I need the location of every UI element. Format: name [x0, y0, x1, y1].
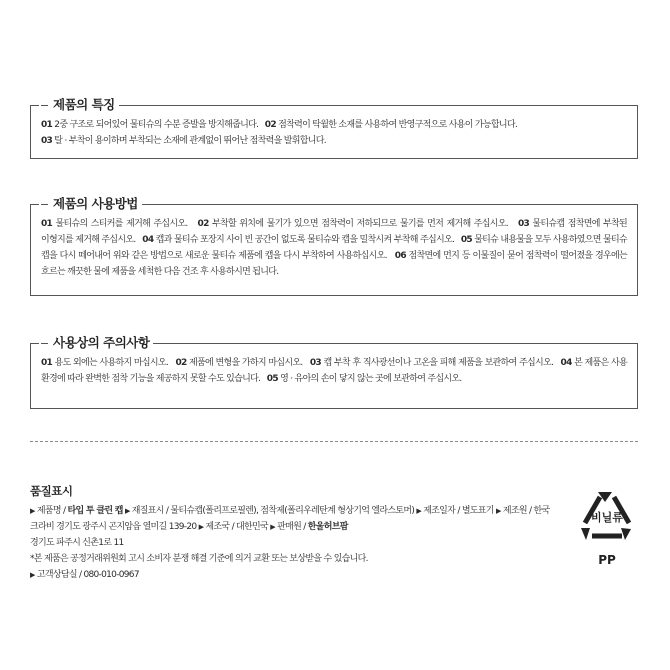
usage-num-6: 06 [394, 251, 406, 261]
seller-name: 한울허브팜 [307, 522, 348, 532]
contact-text: 고객상담실 / 080-010-0967 [36, 570, 139, 580]
caution-num-2: 02 [175, 358, 187, 368]
caution-num-5: 05 [266, 374, 278, 384]
bullet-arrow-icon: ▶ [124, 507, 130, 515]
caution-num-3: 03 [309, 358, 321, 368]
recycle-label: 비닐류 [591, 511, 623, 524]
bullet-arrow-icon: ▶ [30, 571, 35, 579]
caution-text-4: 본 제품은 사용 환경에 따라 완벽한 점착 기능을 제공하지 못할 수도 있습니다. [41, 358, 627, 384]
usage-title-wrap [39, 194, 142, 214]
bullet-arrow-icon: ▶ [495, 507, 501, 515]
title-dash [41, 105, 48, 106]
usage-text-3: 물티슈캡 점착면에 부착된 이형지를 제거해 주십시오. [41, 219, 628, 245]
features-title-wrap [39, 95, 119, 115]
caution-item-2 [175, 358, 302, 368]
feature-num-3: 03 [41, 136, 53, 146]
feature-item-3 [41, 136, 326, 146]
usage-text-4: 캡과 물티슈 포장지 사이 빈 공간이 없도록 물티슈와 캡을 밀착시켜 부착해 주십시오. [155, 235, 455, 245]
quality-section [30, 483, 550, 583]
usage-body [31, 205, 637, 288]
usage-text-5: 물티슈 내용물을 모두 사용하였으면 물티슈 캡을 다시 떼어내어 위와 같은 방법으로 새로운 물티슈 제품에 캡을 다시 부착하여 사용하십시오. [41, 235, 628, 261]
country-text: 제조국 / 대한민국 [205, 522, 269, 532]
usage-item-4 [142, 235, 454, 245]
title-dash [41, 204, 48, 205]
features-title: 제품의 특징 [53, 97, 115, 112]
usage-text-6: 점착면에 먼지 등 이물질이 묻어 점착력이 떨어졌을 경우에는 흐르는 깨끗한 물에 제품을 세척한 다음 건조 후 사용하시면 됩니다. [41, 251, 627, 277]
usage-item-1 [41, 219, 188, 229]
usage-num-5: 05 [460, 235, 472, 245]
cautions-title-wrap [39, 333, 153, 353]
caution-text-3: 캡 부착 후 직사광선이나 고온을 피해 제품을 보관하여 주십시오. [323, 358, 554, 368]
recycle-triangle-icon [578, 488, 636, 546]
features-body [31, 106, 637, 157]
usage-num-1: 01 [41, 219, 53, 229]
caution-item-5 [267, 374, 462, 384]
quality-line-product [30, 503, 550, 551]
bullet-arrow-icon: ▶ [198, 523, 204, 531]
cautions-section [30, 335, 638, 409]
quality-notice: *본 제품은 공정거래위원회 고시 소비자 분쟁 해결 기준에 의거 교환 또는 보상받을 수 있습니다. [30, 554, 368, 564]
caution-text-2: 제품에 변형을 가하지 마십시오. [189, 358, 303, 368]
product-label: 제품명 / [36, 506, 68, 516]
feature-num-2: 02 [264, 120, 276, 130]
product-name: 타입 투 클린 캡 [67, 506, 123, 516]
caution-text-1: 용도 외에는 사용하지 마십시오. [54, 358, 169, 368]
bullet-arrow-icon: ▶ [30, 507, 35, 515]
quality-line-contact [30, 567, 550, 583]
usage-num-3: 03 [517, 219, 530, 229]
usage-text-2: 부착할 위치에 물기가 있으면 점착력이 저하되므로 물기를 먼저 제거해 주십시오. [212, 219, 508, 229]
title-dash [41, 343, 48, 344]
feature-item-1 [41, 120, 258, 130]
recycle-material: PP [598, 553, 616, 567]
dashed-divider [30, 441, 638, 442]
cautions-title: 사용상의 주의사항 [53, 335, 150, 350]
maker-text: 제조원 / 한국크라비 경기도 광주시 곤지암읍 열미길 139-20 [30, 506, 550, 532]
bullet-arrow-icon: ▶ [270, 523, 275, 531]
caution-item-1 [41, 358, 168, 368]
usage-item-2 [198, 219, 508, 229]
usage-num-4: 04 [142, 235, 154, 245]
usage-num-2: 02 [197, 219, 209, 229]
caution-item-3 [310, 358, 553, 368]
caution-num-1: 01 [41, 358, 53, 368]
usage-title: 제품의 사용방법 [53, 196, 138, 211]
feature-text-3: 탈 · 부착이 용이하며 부착되는 소재에 관계없이 뛰어난 점착력을 발휘합니다. [54, 136, 326, 146]
caution-num-4: 04 [560, 358, 572, 368]
quality-title: 품질표시 [30, 484, 73, 498]
feature-item-2 [265, 120, 517, 130]
usage-text-1: 물티슈의 스티커를 제거해 주십시오. [55, 219, 188, 229]
feature-text-2: 점착력이 탁월한 소재를 사용하여 반영구적으로 사용이 가능합니다. [278, 120, 518, 130]
feature-num-1: 01 [41, 120, 53, 130]
bullet-arrow-icon: ▶ [416, 507, 422, 515]
caution-text-5: 영 · 유아의 손이 닿지 않는 곳에 보관하여 주십시오. [280, 374, 462, 384]
usage-section [30, 196, 638, 296]
feature-text-1: 2중 구조로 되어있어 물티슈의 수분 증발을 방지해줍니다. [54, 120, 259, 130]
features-section [30, 97, 638, 159]
seller-address: 경기도 파주시 신촌1로 11 [30, 538, 124, 548]
date-label: 제조일자 / 별도표기 [423, 506, 494, 516]
material-text: 재질표시 / 물티슈캡(폴리프로필렌), 점착제(폴리우레탄계 형상기억 엘라스토머) [131, 506, 415, 516]
seller-label: 판매원 / [277, 522, 308, 532]
